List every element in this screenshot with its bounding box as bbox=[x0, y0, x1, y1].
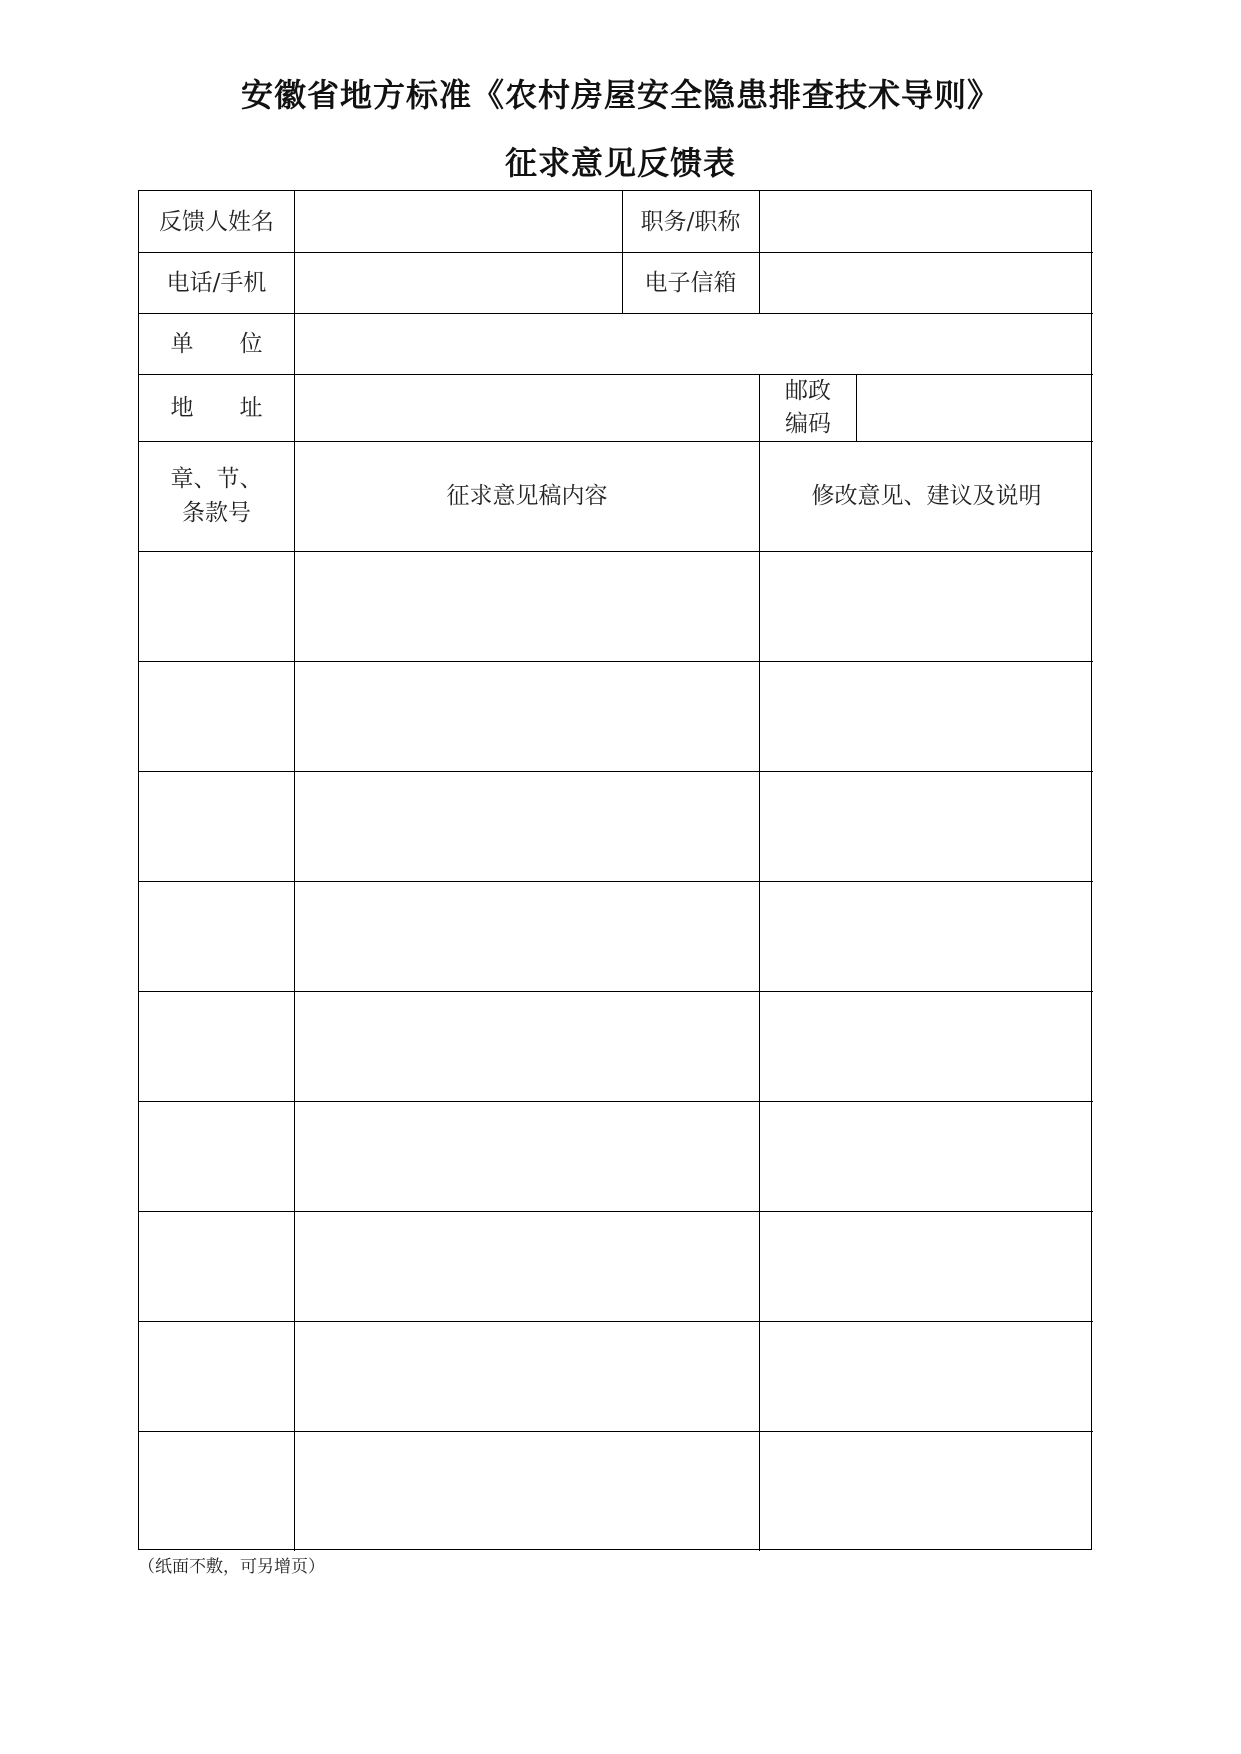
position-label: 职务/职称 bbox=[640, 208, 741, 235]
table-row[interactable] bbox=[139, 1101, 1093, 1211]
email-field[interactable] bbox=[760, 252, 1093, 313]
phone-field[interactable] bbox=[295, 252, 622, 313]
table-row[interactable] bbox=[139, 881, 1093, 991]
document-title: 安徽省地方标准《农村房屋安全隐患排查技术导则》 bbox=[240, 76, 1000, 114]
document-subtitle: 征求意见反馈表 bbox=[504, 144, 736, 182]
table-row[interactable] bbox=[139, 661, 1093, 771]
address-field[interactable] bbox=[295, 374, 759, 441]
table-row[interactable] bbox=[139, 771, 1093, 881]
postcode-field[interactable] bbox=[857, 374, 1093, 441]
unit-field[interactable] bbox=[295, 313, 1093, 374]
phone-label: 电话/手机 bbox=[166, 269, 267, 296]
email-label: 电子信箱 bbox=[644, 269, 737, 296]
table-row[interactable] bbox=[139, 551, 1093, 661]
table-row[interactable] bbox=[139, 1431, 1093, 1550]
suggestion-label: 修改意见、建议及说明 bbox=[811, 483, 1042, 509]
position-field[interactable] bbox=[760, 191, 1093, 252]
feedback-form-table bbox=[138, 190, 1092, 1550]
clause-label: 章、节、 条款号 bbox=[170, 466, 263, 526]
unit-label: 单 位 bbox=[170, 330, 263, 357]
footnote: （纸面不敷，可另增页） bbox=[138, 1557, 325, 1577]
table-row[interactable] bbox=[139, 1321, 1093, 1431]
name-label: 反馈人姓名 bbox=[159, 208, 274, 235]
postcode-label: 邮政 编码 bbox=[785, 377, 831, 437]
table-row[interactable] bbox=[139, 991, 1093, 1101]
name-field[interactable] bbox=[295, 191, 622, 252]
table-row[interactable] bbox=[139, 1211, 1093, 1321]
content-label: 征求意见稿内容 bbox=[446, 483, 608, 509]
address-label: 地 址 bbox=[170, 394, 263, 421]
